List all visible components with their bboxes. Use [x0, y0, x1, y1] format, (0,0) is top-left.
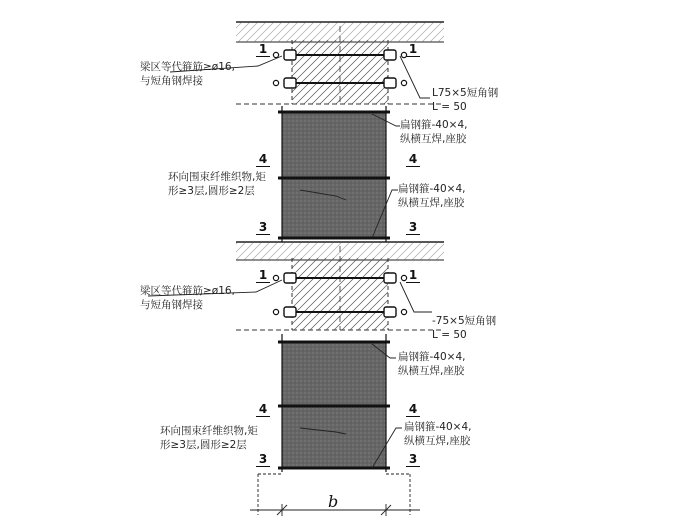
upper-strap-note-b-line2: 纵横互焊,座胶	[398, 197, 465, 209]
upper-section-1-left: 1	[256, 42, 270, 57]
lower-wrap-note-line2: 形≥3层,圆形≥2层	[160, 439, 247, 451]
lower-section-3-left: 3	[256, 452, 270, 467]
upper-wrap-note-line1: 环向围束纤维织物,矩	[168, 171, 266, 183]
upper-strap-note-b-line1: 扁钢箍-40×4,	[398, 183, 466, 195]
upper-column	[278, 106, 390, 242]
lower-angle-note-line2: L = 50	[432, 329, 467, 341]
lower-wrap-note	[160, 424, 258, 452]
upper-section-3-left: 3	[256, 220, 270, 235]
upper-beam-bar-note	[140, 60, 235, 88]
lower-column	[278, 334, 390, 472]
upper-angle-note-line1: L75×5短角钢	[432, 87, 499, 99]
lower-strap-note-a-line2: 纵横互焊,座胶	[398, 365, 465, 377]
width-dimension-label: b	[328, 492, 339, 511]
upper-wrap-note-line2: 形≥3层,圆形≥2层	[168, 185, 255, 197]
upper-section-3-right: 3	[406, 220, 420, 235]
lower-strap-note-b-line2: 纵横互焊,座胶	[404, 435, 471, 447]
lower-section-1-left: 1	[256, 268, 270, 283]
upper-section-4-right: 4	[406, 152, 420, 167]
lower-section-3-right: 3	[406, 452, 420, 467]
upper-angle-note	[432, 86, 498, 114]
lower-wrap-note-line1: 环向围束纤维织物,矩	[160, 425, 258, 437]
upper-wrap-note	[168, 170, 266, 198]
upper-beam-bar-note-line1: 梁区等代箍筋≥ø16,	[140, 61, 235, 73]
upper-section-1-right: 1	[406, 42, 420, 57]
upper-angle-note-line2: L = 50	[432, 101, 467, 113]
lower-strap-note-b-line1: 扁钢箍-40×4,	[404, 421, 472, 433]
lower-strap-note-b	[404, 420, 471, 448]
upper-strap-note-a-line2: 纵横互焊,座胶	[400, 133, 467, 145]
upper-strap-note-a	[400, 118, 467, 146]
lower-strap-note-a-line1: 扁钢箍-40×4,	[398, 351, 466, 363]
lower-beam-bar-note	[140, 284, 235, 312]
lower-section-4-right: 4	[406, 402, 420, 417]
lower-section-4-left: 4	[256, 402, 270, 417]
upper-beam-bar-note-line2: 与短角钢焊接	[140, 75, 203, 87]
upper-strap-note-a-line1: 扁钢箍-40×4,	[400, 119, 468, 131]
lower-strap-note-a	[398, 350, 465, 378]
lower-angle-note	[432, 314, 496, 342]
upper-strap-note-b	[398, 182, 465, 210]
lower-beam-bar-note-line2: 与短角钢焊接	[140, 299, 203, 311]
lower-beam-bar-note-line1: 梁区等代箍筋≥ø16,	[140, 285, 235, 297]
upper-section-4-left: 4	[256, 152, 270, 167]
lower-angle-note-line1: -75×5短角钢	[432, 315, 497, 327]
lower-section-1-right: 1	[406, 268, 420, 283]
